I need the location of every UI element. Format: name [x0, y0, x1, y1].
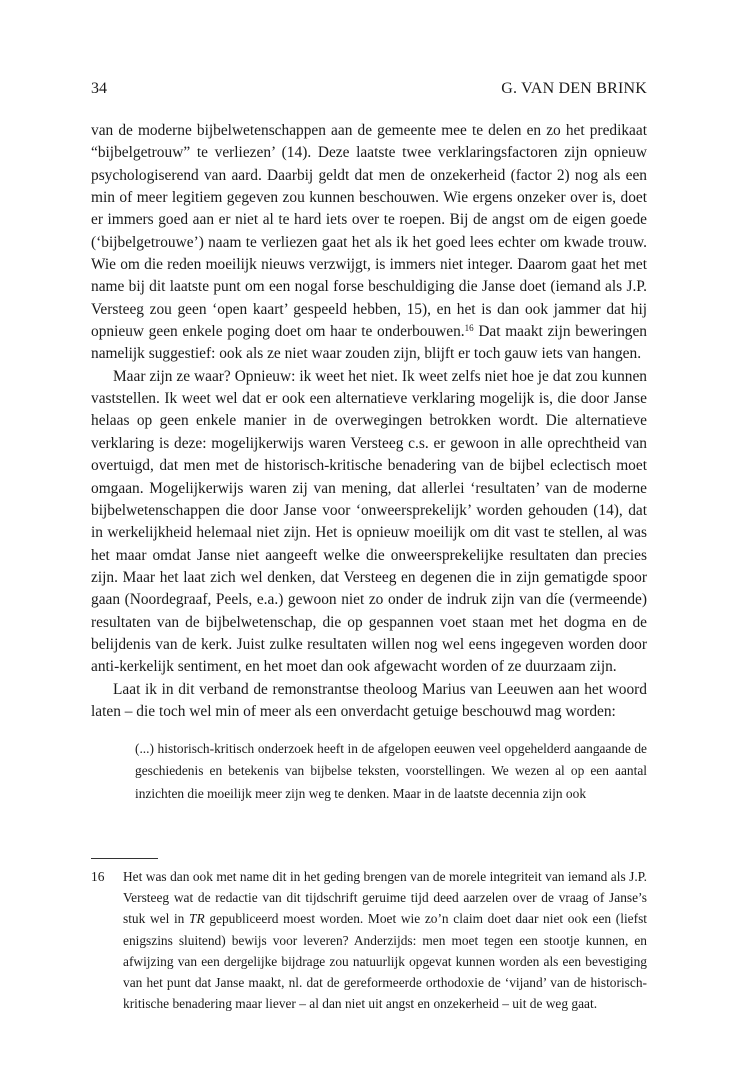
body-text	[91, 120, 647, 723]
journal-abbreviation: TR	[189, 911, 205, 927]
footnote-number: 16	[91, 869, 105, 884]
footnote-reference[interactable]: 16	[464, 323, 474, 334]
block-quote-text: (...) historisch-kritisch onderzoek heeft in de afgelopen eeuwen veel opgehelderd aangaande de geschiedenis en betekenis van bijbelse teksten, voorstellingen. We wezen al op een aantal inzichten die moeilijk meer zijn weg te denken. Maar in de laatste decennia zijn ook	[135, 741, 647, 801]
footnote-text-part-2: gepubliceerd moest worden. Moet wie zo’n claim doet daar niet ook een (liefst enigszins sluitend) bewijs voor leveren? Anderzijds: men moet tegen een stootje kunnen, en afwijzing van een dergelijke bijdrage zou natuurlijk opgevat kunnen worden als een bevestiging van het punt dat Janse maakt, nl. dat de gereformeerde orthodoxie de ‘vijand’ van de historisch-kritische benadering maar liever – al dan niet uit angst en onzekerheid – uit de weg gaat.	[123, 911, 647, 1012]
paragraph-2: Maar zijn ze waar? Opnieuw: ik weet het niet. Ik weet zelfs niet hoe je dat zou kunnen vaststellen. Ik weet wel dat er ook een alternatieve verklaring mogelijk is, die door Janse helaas op geen enkele manier in de overwegingen betrokken wordt. Die alternatieve verklaring is deze: mogelijkerwijs waren Versteeg c.s. er gewoon in alle oprechtheid van overtuigd, dat men met de historisch-kritische benadering van de bijbel eclectisch moet omgaan. Mogelijkerwijs waren zij van mening, dat allerlei ‘resultaten’ van de moderne bijbelwetenschappen die door Janse voor ‘onweersprekelijk’ worden gehouden (14), dat in werkelijkheid helemaal niet zijn. Het is opnieuw moeilijk om dit vast te stellen, al was het maar omdat Janse niet aangeeft welke die onweersprekelijke resultaten dan precies zijn. Maar het laat zich wel denken, dat Versteeg en degenen die in zijn gematigde spoor gaan (Noordegraaf, Peels, e.a.) gewoon niet zo onder de indruk zijn van díe (vermeende) resultaten van de bijbelwetenschap, die op gespannen voet staan met het dogma en de belijdenis van de kerk. Juist zulke resultaten willen nog wel eens ingegeven worden door anti-kerkelijk sentiment, en het moet dan ook afgewacht worden of ze duurzaam zijn.	[91, 367, 647, 676]
page-header	[91, 78, 647, 100]
footnote-16	[91, 866, 647, 1014]
block-quote	[135, 738, 647, 805]
footnote-text	[123, 866, 647, 1014]
paragraph-1-continuation: Dat maakt zijn beweringen namelijk suggestief: ook als ze niet waar zouden zijn, blijft er toch gauw iets van hangen.	[91, 323, 648, 363]
paragraph-1	[91, 120, 647, 366]
footnote-text-part-1: Het was dan ook met name dit in het geding brengen van de morele integriteit van iemand als J.P. Versteeg wat de redactie van dit tijdschrift geruime tijd deed aarzelen over de vraag of Janse’s stuk wel in	[123, 869, 647, 927]
running-head: G. VAN DEN BRINK	[501, 80, 647, 97]
page-number: 34	[91, 80, 107, 97]
paragraph-1-text: van de moderne bijbelwetenschappen aan de gemeente mee te delen en zo het predikaat “bijbelgetrouw” te verliezen’ (14). Deze laatste twee verklaringsfactoren zijn opnieuw psychologiserend van aard. Daarbij geldt dat men de onzekerheid (factor 2) nog als een min of meer legitiem gegeven zou kunnen beschouwen. Wie ergens onzeker over is, doet er immers goed aan er niet al te hard iets over te roepen. Bij de angst om de eigen goede (‘bijbelgetrouwe’) naam te verliezen gaat het als ik het goed lees echter om kwade trouw. Wie om die reden moeilijk nieuws verzwijgt, is immers niet integer. Daarom gaat het met name bij dit laatste punt om een nogal forse beschuldiging die Janse doet (iemand als J.P. Versteeg zou geen ‘open kaart’ gespeeld hebben, 15), en het is dan ook jammer dat hij opnieuw geen enkele poging doet om haar te onderbouwen.	[91, 122, 647, 341]
paragraph-3: Laat ik in dit verband de remonstrantse theoloog Marius van Leeuwen aan het woord laten – die toch wel min of meer als een onverdacht getuige beschouwd mag worden:	[91, 680, 647, 720]
footnote-divider	[91, 858, 158, 859]
